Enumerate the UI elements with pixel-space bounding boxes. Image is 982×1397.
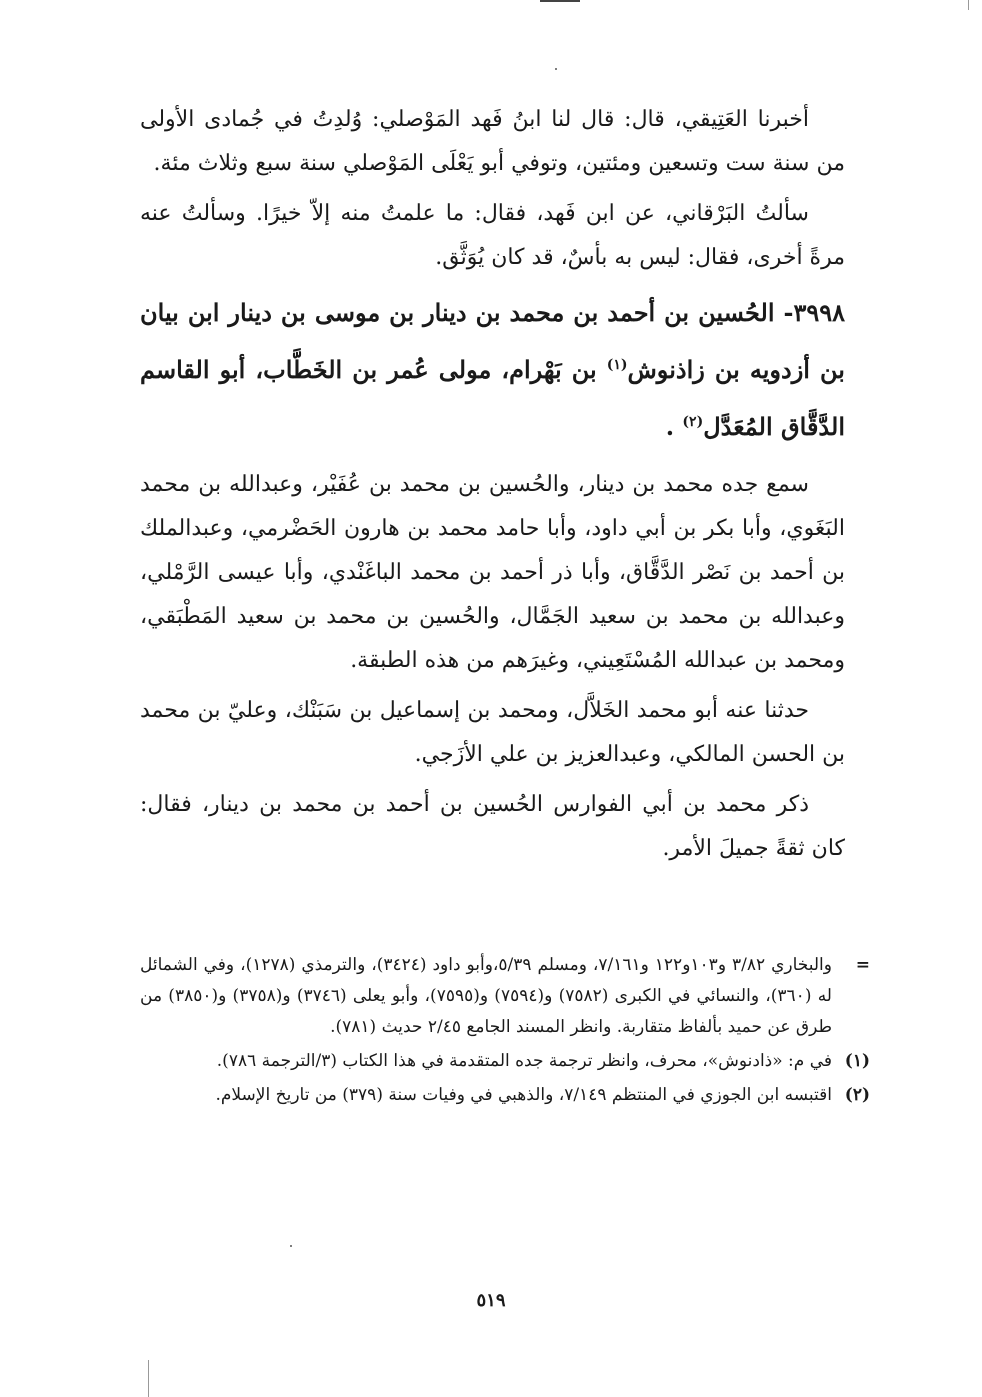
footnote bbox=[140, 1046, 870, 1077]
paragraph: حدثنا عنه أبو محمد الخَلاَّل، ومحمد بن إسماعيل بن سَبَنْك، وعليّ بن محمد بن الحسن المالكي، وعبدالعزيز بن علي الأزَجي. bbox=[140, 698, 845, 767]
paragraph: أخبرنا العَتِيقي، قال: قال لنا ابنُ فَهد المَوْصلي: وُلدِتُ في جُمادى الأولى من سنة ست وتسعين ومئتين، وتوفي أبو يَعْلَى المَوْصلي سنة سبع وثلاث مئة. bbox=[140, 107, 845, 176]
footnotes bbox=[140, 950, 870, 1114]
scan-edge-line bbox=[968, 0, 969, 10]
biography-entry-heading: ٣٩٩٨- الحُسين بن أحمد بن محمد بن دينار بن موسى بن دينار ابن بيان بن أزدويه بن زاذنوش$^{(١)}$ بن بَهْرام، مولى عُمر بن الخَطَّاب، أبو القاسم الدَّقَّاق المُعَدَّل$^{(٢)}$ . bbox=[140, 298, 845, 441]
paragraph: سمع جده محمد بن دينار، والحُسين بن محمد بن عُفَيْر، وعبدالله بن محمد البَغَوي، وأبا بكر بن أبي داود، وأبا حامد محمد بن هارون الحَضْرمي، وعبدالملك بن أحمد بن نَصْر الدَّقَّاق، وأبا ذر أحمد بن محمد الباغَنْدي، وأبا عيسى الرَّمْلي، وعبدالله بن محمد بن سعيد الجَمَّال، والحُسين بن محمد بن سعيد المَطْبَقي، ومحمد بن عبدالله المُسْتَعِيني، وغيرَهم من هذه الطبقة. bbox=[140, 472, 845, 673]
entry-name-continued: بن بَهْرام، مولى عُمر بن الخَطَّاب، أبو القاسم الدَّقَّاق المُعَدَّل bbox=[140, 355, 845, 441]
footnote-text: اقتبسه ابن الجوزي في المنتظم ٧/١٤٩، والذهبي في وفيات سنة (٣٧٩) من تاريخ الإسلام. bbox=[215, 1085, 832, 1105]
footnote-marker: (٢) bbox=[844, 1085, 870, 1105]
scan-speck bbox=[290, 1245, 292, 1247]
main-text bbox=[140, 98, 845, 877]
footnote-marker: = bbox=[855, 955, 870, 975]
footnote-ref: (٢) bbox=[682, 414, 704, 430]
entry-name: الحُسين بن أحمد بن محمد بن دينار بن موسى بن دينار ابن بيان بن أزدويه بن زاذنوش bbox=[140, 298, 845, 384]
entry-number: ٣٩٩٨- bbox=[783, 298, 845, 327]
footnote bbox=[140, 950, 870, 1043]
footnote-text: والبخاري ٣/٨٢ و١٠٣و١٢٢ و٧/١٦١، ومسلم ٥/٣٩،وأبو داود (٣٤٢٤)، والترمذي (١٢٧٨)، وفي الشمائل له (٣٦٠)، والنسائي في الكبرى (٧٥٨٢) و(٧٥٩٤) و(٧٥٩٥)، وأبو يعلى (٣٧٤٦) و(٣٧٥٨) و(٣٨٥٠) من طرق عن حميد بألفاظ متقاربة. وانظر المسند الجامع ٢/٤٥ حديث (٧٨١). bbox=[140, 955, 832, 1037]
paragraph: ذكر محمد بن أبي الفوارس الحُسين بن أحمد بن محمد بن دينار، فقال: كان ثقةً جميلَ الأمر. bbox=[140, 792, 845, 861]
footnote-marker: (١) bbox=[844, 1051, 870, 1071]
page-number: ٥١٩ bbox=[476, 1290, 506, 1311]
footnote bbox=[140, 1080, 870, 1111]
footnote-text: في م: «ذادنوش»، محرف، وانظر ترجمة جده المتقدمة في هذا الكتاب (٣/الترجمة ٧٨٦). bbox=[216, 1051, 832, 1071]
scan-speck bbox=[555, 68, 557, 70]
top-crop-mark bbox=[540, 0, 580, 7]
footnote-ref: (١) bbox=[606, 357, 628, 373]
scan-edge-line bbox=[148, 1360, 149, 1397]
paragraph: سألتُ البَرْقاني، عن ابن فَهد، فقال: ما علمتُ منه إلاّ خيرًا. وسألتُ عنه مرةً أخرى، فقال: ليس به بأسٌ، قد كان يُوَثَّق. bbox=[140, 201, 845, 270]
